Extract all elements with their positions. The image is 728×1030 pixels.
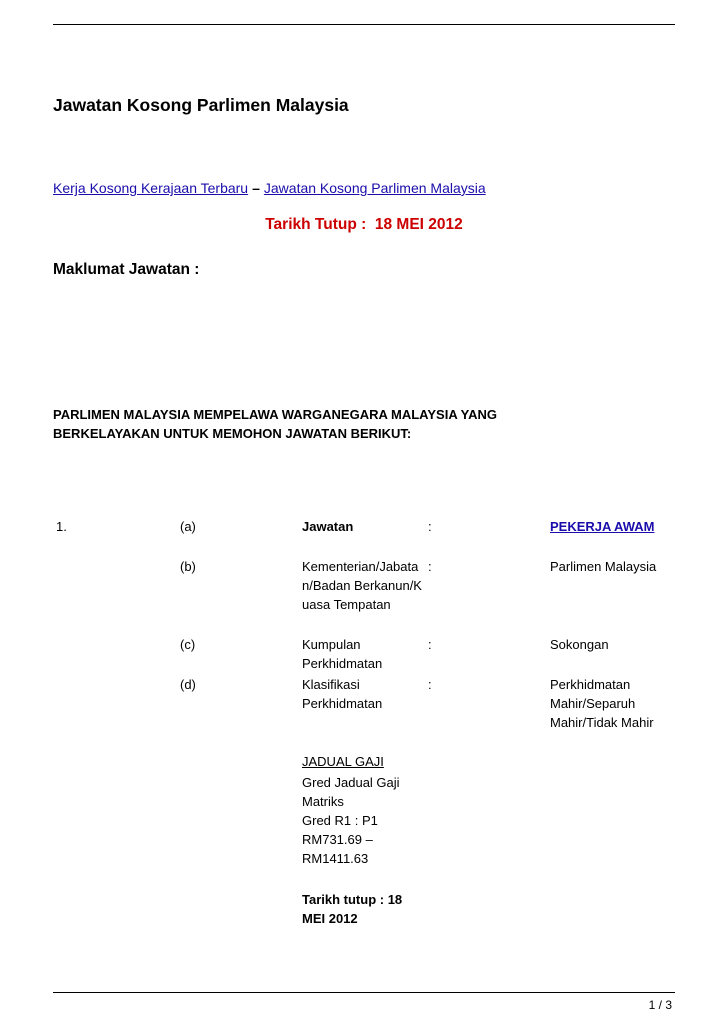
bottom-rule (53, 992, 675, 993)
row-d-field: Klasifikasi Perkhidmatan (302, 677, 383, 711)
top-rule (53, 24, 675, 25)
intro-text (53, 405, 497, 443)
closing-date-text: Tarikh Tutup : 18 MEI 2012 (265, 216, 463, 233)
tarikh-tutup: Tarikh tutup : 18 MEI 2012 (302, 892, 403, 926)
row-a-value-link[interactable]: PEKERJA AWAM (550, 519, 655, 534)
link-kerja-kosong[interactable]: Kerja Kosong Kerajaan Terbaru (53, 180, 249, 196)
row-a-sub: (a) (180, 519, 196, 534)
row-b-field: Kementerian/Jabatan/Badan Berkanun/Kuasa Tempatan (302, 559, 422, 612)
gaji-line-2: Gred R1 : P1 (302, 813, 378, 828)
link-jawatan-kosong[interactable]: Jawatan Kosong Parlimen Malaysia (263, 180, 486, 196)
gaji-line-1: Gred Jadual Gaji Matriks (302, 775, 400, 809)
row-a-field: Jawatan (302, 519, 354, 534)
row-b-value: Parlimen Malaysia (550, 559, 657, 574)
breadcrumb (53, 180, 486, 196)
gaji-heading: JADUAL GAJI (302, 754, 384, 769)
section-heading: Maklumat Jawatan : (53, 261, 200, 278)
page-title: Jawatan Kosong Parlimen Malaysia (53, 95, 349, 115)
row-b-colon: : (428, 559, 432, 574)
gaji-line-3: RM731.69 – RM1411.63 (302, 832, 373, 866)
intro-line-1: PARLIMEN MALAYSIA MEMPELAWA WARGANEGARA MALAYSIA YANG (53, 407, 497, 422)
row-c-field: Kumpulan Perkhidmatan (302, 637, 383, 671)
separator: – (252, 180, 260, 196)
row-d-sub: (d) (180, 677, 196, 692)
row-d-value: Perkhidmatan Mahir/Separuh Mahir/Tidak Mahir (550, 677, 654, 730)
item-number: 1. (56, 519, 67, 534)
row-c-colon: : (428, 637, 432, 652)
row-a-colon: : (428, 519, 432, 534)
page-number: 1 / 3 (648, 998, 672, 1012)
row-c-sub: (c) (180, 637, 196, 652)
intro-line-2: BERKELAYAKAN UNTUK MEMOHON JAWATAN BERIKUT: (53, 426, 412, 441)
closing-date-banner (0, 216, 728, 234)
row-c-value: Sokongan (550, 637, 609, 652)
row-d-colon: : (428, 677, 432, 692)
row-b-sub: (b) (180, 559, 196, 574)
